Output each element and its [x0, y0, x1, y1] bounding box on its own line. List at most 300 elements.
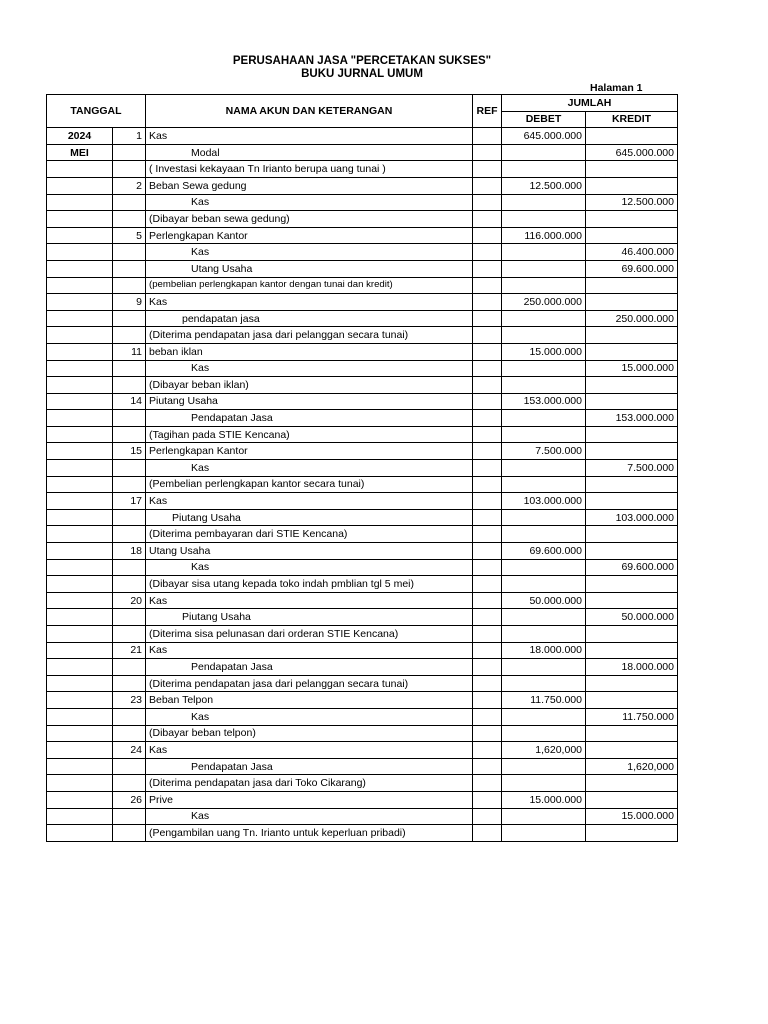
table-row	[47, 775, 678, 792]
debit-cell	[502, 609, 586, 626]
table-row	[47, 128, 678, 145]
date-cell	[47, 609, 113, 626]
day-cell	[113, 194, 146, 211]
date-cell	[47, 377, 113, 394]
table-row	[47, 559, 678, 576]
debit-cell	[502, 360, 586, 377]
date-cell	[47, 576, 113, 593]
table-row	[47, 460, 678, 477]
date-cell	[47, 509, 113, 526]
credit-cell	[586, 576, 678, 593]
ref-cell	[473, 742, 502, 759]
date-cell	[47, 708, 113, 725]
table-row	[47, 659, 678, 676]
credit-cell	[586, 493, 678, 510]
debit-cell: 15.000.000	[502, 343, 586, 360]
day-cell	[113, 410, 146, 427]
date-cell	[47, 244, 113, 261]
credit-cell: 69.600.000	[586, 260, 678, 277]
ref-cell	[473, 675, 502, 692]
page-number: Halaman 1	[590, 82, 643, 94]
table-row	[47, 791, 678, 808]
table-row	[47, 526, 678, 543]
day-cell: 11	[113, 343, 146, 360]
account-cell: Kas	[146, 294, 473, 311]
date-cell	[47, 493, 113, 510]
date-cell	[47, 194, 113, 211]
account-cell: Beban Telpon	[146, 692, 473, 709]
credit-cell	[586, 277, 678, 294]
account-cell: Kas	[146, 493, 473, 510]
ref-cell	[473, 211, 502, 228]
company-title: PERUSAHAAN JASA "PERCETAKAN SUKSES"	[232, 55, 492, 67]
table-row	[47, 443, 678, 460]
ref-cell	[473, 725, 502, 742]
date-cell	[47, 775, 113, 792]
debit-cell	[502, 659, 586, 676]
credit-cell	[586, 725, 678, 742]
day-cell	[113, 808, 146, 825]
table-row	[47, 642, 678, 659]
day-cell	[113, 758, 146, 775]
table-row	[47, 327, 678, 344]
debit-cell: 12.500.000	[502, 177, 586, 194]
account-cell: Pendapatan Jasa	[146, 758, 473, 775]
debit-cell	[502, 260, 586, 277]
day-cell: 26	[113, 791, 146, 808]
day-cell	[113, 277, 146, 294]
credit-cell	[586, 626, 678, 643]
day-cell	[113, 509, 146, 526]
account-cell: (Diterima pendapatan jasa dari Toko Cikarang)	[146, 775, 473, 792]
day-cell	[113, 626, 146, 643]
ref-cell	[473, 775, 502, 792]
table-row	[47, 609, 678, 626]
credit-cell	[586, 294, 678, 311]
account-cell: (Dibayar sisa utang kepada toko indah pmblian tgl 5 mei)	[146, 576, 473, 593]
day-cell	[113, 576, 146, 593]
account-cell: beban iklan	[146, 343, 473, 360]
credit-cell: 50.000.000	[586, 609, 678, 626]
day-cell	[113, 476, 146, 493]
ref-cell	[473, 294, 502, 311]
date-cell	[47, 360, 113, 377]
credit-cell	[586, 161, 678, 178]
debit-cell	[502, 244, 586, 261]
table-row	[47, 393, 678, 410]
day-cell	[113, 460, 146, 477]
ref-cell	[473, 343, 502, 360]
credit-cell	[586, 476, 678, 493]
debit-cell	[502, 576, 586, 593]
ref-cell	[473, 609, 502, 626]
ref-cell	[473, 543, 502, 560]
ref-cell	[473, 377, 502, 394]
ref-cell	[473, 177, 502, 194]
table-row	[47, 360, 678, 377]
credit-cell	[586, 592, 678, 609]
ref-cell	[473, 576, 502, 593]
credit-cell: 15.000.000	[586, 360, 678, 377]
date-cell	[47, 426, 113, 443]
account-cell: Kas	[146, 742, 473, 759]
debit-cell	[502, 410, 586, 427]
account-cell: Kas	[146, 592, 473, 609]
table-row	[47, 675, 678, 692]
date-cell	[47, 161, 113, 178]
debit-cell	[502, 161, 586, 178]
credit-cell	[586, 128, 678, 145]
debit-cell	[502, 476, 586, 493]
date-cell	[47, 393, 113, 410]
ref-cell	[473, 161, 502, 178]
debit-cell	[502, 775, 586, 792]
ref-cell	[473, 227, 502, 244]
account-cell: Kas	[146, 244, 473, 261]
ref-cell	[473, 194, 502, 211]
debit-cell	[502, 194, 586, 211]
date-cell	[47, 725, 113, 742]
credit-cell: 153.000.000	[586, 410, 678, 427]
credit-cell	[586, 742, 678, 759]
day-cell	[113, 526, 146, 543]
date-cell	[47, 692, 113, 709]
debit-cell	[502, 310, 586, 327]
header-credit: KREDIT	[586, 111, 678, 128]
credit-cell: 46.400.000	[586, 244, 678, 261]
table-row	[47, 377, 678, 394]
debit-cell	[502, 460, 586, 477]
journal-table	[46, 94, 678, 842]
day-cell	[113, 609, 146, 626]
credit-cell: 18.000.000	[586, 659, 678, 676]
account-cell: (Dibayar beban iklan)	[146, 377, 473, 394]
debit-cell	[502, 559, 586, 576]
debit-cell	[502, 144, 586, 161]
credit-cell	[586, 343, 678, 360]
credit-cell: 1,620,000	[586, 758, 678, 775]
date-cell	[47, 310, 113, 327]
day-cell	[113, 725, 146, 742]
table-row	[47, 211, 678, 228]
ref-cell	[473, 327, 502, 344]
day-cell	[113, 161, 146, 178]
credit-cell	[586, 426, 678, 443]
date-cell	[47, 460, 113, 477]
date-cell	[47, 559, 113, 576]
account-cell: (Dibayar beban sewa gedung)	[146, 211, 473, 228]
account-cell: Pendapatan Jasa	[146, 659, 473, 676]
date-cell	[47, 742, 113, 759]
ref-cell	[473, 559, 502, 576]
ref-cell	[473, 526, 502, 543]
ref-cell	[473, 791, 502, 808]
header-date: TANGGAL	[47, 95, 146, 128]
ref-cell	[473, 426, 502, 443]
credit-cell: 69.600.000	[586, 559, 678, 576]
debit-cell: 11.750.000	[502, 692, 586, 709]
account-cell: (Diterima sisa pelunasan dari orderan STIE Kencana)	[146, 626, 473, 643]
table-row	[47, 177, 678, 194]
credit-cell: 645.000.000	[586, 144, 678, 161]
table-row	[47, 144, 678, 161]
day-cell	[113, 244, 146, 261]
date-cell	[47, 543, 113, 560]
day-cell	[113, 659, 146, 676]
day-cell: 5	[113, 227, 146, 244]
credit-cell	[586, 526, 678, 543]
table-row	[47, 808, 678, 825]
credit-cell	[586, 393, 678, 410]
debit-cell: 1,620,000	[502, 742, 586, 759]
credit-cell	[586, 443, 678, 460]
date-cell	[47, 227, 113, 244]
table-row	[47, 227, 678, 244]
account-cell: pendapatan jasa	[146, 310, 473, 327]
debit-cell	[502, 211, 586, 228]
day-cell	[113, 327, 146, 344]
ref-cell	[473, 460, 502, 477]
ref-cell	[473, 144, 502, 161]
date-cell	[47, 808, 113, 825]
day-cell: 1	[113, 128, 146, 145]
date-cell	[47, 294, 113, 311]
date-cell	[47, 277, 113, 294]
ref-cell	[473, 476, 502, 493]
credit-cell	[586, 825, 678, 842]
account-cell: Perlengkapan Kantor	[146, 443, 473, 460]
table-row	[47, 725, 678, 742]
table-row	[47, 758, 678, 775]
day-cell: 2	[113, 177, 146, 194]
account-cell: ( Investasi kekayaan Tn Irianto berupa uang tunai )	[146, 161, 473, 178]
day-cell: 14	[113, 393, 146, 410]
debit-cell: 645.000.000	[502, 128, 586, 145]
day-cell: 20	[113, 592, 146, 609]
debit-cell: 250.000.000	[502, 294, 586, 311]
date-cell	[47, 675, 113, 692]
ref-cell	[473, 825, 502, 842]
day-cell: 21	[113, 642, 146, 659]
ref-cell	[473, 509, 502, 526]
date-cell	[47, 211, 113, 228]
ref-cell	[473, 808, 502, 825]
header-account: NAMA AKUN DAN KETERANGAN	[146, 95, 473, 128]
account-cell: Kas	[146, 360, 473, 377]
header-debit: DEBET	[502, 111, 586, 128]
table-row	[47, 244, 678, 261]
day-cell	[113, 310, 146, 327]
date-cell	[47, 327, 113, 344]
credit-cell: 15.000.000	[586, 808, 678, 825]
day-cell	[113, 211, 146, 228]
debit-cell	[502, 626, 586, 643]
account-cell: Perlengkapan Kantor	[146, 227, 473, 244]
table-row	[47, 277, 678, 294]
debit-cell	[502, 708, 586, 725]
credit-cell: 11.750.000	[586, 708, 678, 725]
credit-cell: 12.500.000	[586, 194, 678, 211]
ref-cell	[473, 260, 502, 277]
date-cell	[47, 177, 113, 194]
ref-cell	[473, 310, 502, 327]
debit-cell	[502, 509, 586, 526]
debit-cell: 7.500.000	[502, 443, 586, 460]
ref-cell	[473, 659, 502, 676]
day-cell	[113, 377, 146, 394]
debit-cell: 18.000.000	[502, 642, 586, 659]
debit-cell	[502, 808, 586, 825]
account-cell: Kas	[146, 808, 473, 825]
account-cell: Kas	[146, 708, 473, 725]
header-ref: REF	[473, 95, 502, 128]
day-cell: 15	[113, 443, 146, 460]
day-cell: 18	[113, 543, 146, 560]
header-amount: JUMLAH	[502, 95, 678, 112]
debit-cell: 103.000.000	[502, 493, 586, 510]
debit-cell	[502, 377, 586, 394]
account-cell: Kas	[146, 128, 473, 145]
date-cell: 2024	[47, 128, 113, 145]
credit-cell	[586, 791, 678, 808]
account-cell: Kas	[146, 460, 473, 477]
credit-cell	[586, 642, 678, 659]
date-cell	[47, 659, 113, 676]
account-cell: Kas	[146, 559, 473, 576]
account-cell: Piutang Usaha	[146, 393, 473, 410]
credit-cell	[586, 775, 678, 792]
credit-cell	[586, 227, 678, 244]
date-cell	[47, 526, 113, 543]
table-row	[47, 310, 678, 327]
account-cell: (Dibayar beban telpon)	[146, 725, 473, 742]
date-cell	[47, 410, 113, 427]
credit-cell	[586, 327, 678, 344]
table-row	[47, 626, 678, 643]
credit-cell	[586, 211, 678, 228]
table-row	[47, 576, 678, 593]
ref-cell	[473, 493, 502, 510]
credit-cell	[586, 675, 678, 692]
book-title: BUKU JURNAL UMUM	[301, 68, 423, 80]
debit-cell	[502, 675, 586, 692]
ref-cell	[473, 360, 502, 377]
day-cell	[113, 360, 146, 377]
table-row	[47, 692, 678, 709]
debit-cell: 116.000.000	[502, 227, 586, 244]
ref-cell	[473, 393, 502, 410]
day-cell	[113, 825, 146, 842]
table-row	[47, 708, 678, 725]
table-row	[47, 343, 678, 360]
account-cell: (Diterima pendapatan jasa dari pelanggan secara tunai)	[146, 327, 473, 344]
account-cell: Beban Sewa gedung	[146, 177, 473, 194]
account-cell: Prive	[146, 791, 473, 808]
date-cell	[47, 758, 113, 775]
day-cell	[113, 144, 146, 161]
date-cell	[47, 443, 113, 460]
day-cell	[113, 675, 146, 692]
table-row	[47, 260, 678, 277]
credit-cell	[586, 377, 678, 394]
day-cell: 23	[113, 692, 146, 709]
date-cell	[47, 825, 113, 842]
date-cell	[47, 626, 113, 643]
account-cell: Utang Usaha	[146, 543, 473, 560]
account-cell: (Diterima pembayaran dari STIE Kencana)	[146, 526, 473, 543]
table-row	[47, 543, 678, 560]
date-cell: MEI	[47, 144, 113, 161]
ref-cell	[473, 758, 502, 775]
credit-cell	[586, 177, 678, 194]
debit-cell	[502, 426, 586, 443]
table-row	[47, 476, 678, 493]
date-cell	[47, 791, 113, 808]
ref-cell	[473, 244, 502, 261]
table-row	[47, 294, 678, 311]
ref-cell	[473, 443, 502, 460]
account-cell: (Pembelian perlengkapan kantor secara tunai)	[146, 476, 473, 493]
table-row	[47, 194, 678, 211]
account-cell: (pembelian perlengkapan kantor dengan tunai dan kredit)	[146, 277, 473, 294]
credit-cell: 250.000.000	[586, 310, 678, 327]
debit-cell	[502, 327, 586, 344]
date-cell	[47, 343, 113, 360]
date-cell	[47, 642, 113, 659]
debit-cell	[502, 758, 586, 775]
day-cell: 17	[113, 493, 146, 510]
credit-cell: 7.500.000	[586, 460, 678, 477]
ref-cell	[473, 277, 502, 294]
ref-cell	[473, 410, 502, 427]
table-row	[47, 825, 678, 842]
table-row	[47, 410, 678, 427]
journal-body	[47, 128, 678, 842]
day-cell	[113, 708, 146, 725]
debit-cell	[502, 725, 586, 742]
account-cell: (Tagihan pada STIE Kencana)	[146, 426, 473, 443]
date-cell	[47, 592, 113, 609]
account-cell: Piutang Usaha	[146, 609, 473, 626]
table-row	[47, 493, 678, 510]
debit-cell	[502, 277, 586, 294]
day-cell	[113, 559, 146, 576]
credit-cell: 103.000.000	[586, 509, 678, 526]
ref-cell	[473, 692, 502, 709]
account-cell: Pendapatan Jasa	[146, 410, 473, 427]
day-cell	[113, 260, 146, 277]
credit-cell	[586, 543, 678, 560]
account-cell: Modal	[146, 144, 473, 161]
ref-cell	[473, 708, 502, 725]
day-cell: 9	[113, 294, 146, 311]
account-cell: (Pengambilan uang Tn. Irianto untuk keperluan pribadi)	[146, 825, 473, 842]
day-cell	[113, 775, 146, 792]
table-row	[47, 161, 678, 178]
debit-cell: 153.000.000	[502, 393, 586, 410]
debit-cell	[502, 825, 586, 842]
date-cell	[47, 476, 113, 493]
table-row	[47, 742, 678, 759]
account-cell: Kas	[146, 642, 473, 659]
table-row	[47, 509, 678, 526]
table-row	[47, 426, 678, 443]
account-cell: (Diterima pendapatan jasa dari pelanggan secara tunai)	[146, 675, 473, 692]
credit-cell	[586, 692, 678, 709]
debit-cell: 69.600.000	[502, 543, 586, 560]
ref-cell	[473, 128, 502, 145]
day-cell: 24	[113, 742, 146, 759]
